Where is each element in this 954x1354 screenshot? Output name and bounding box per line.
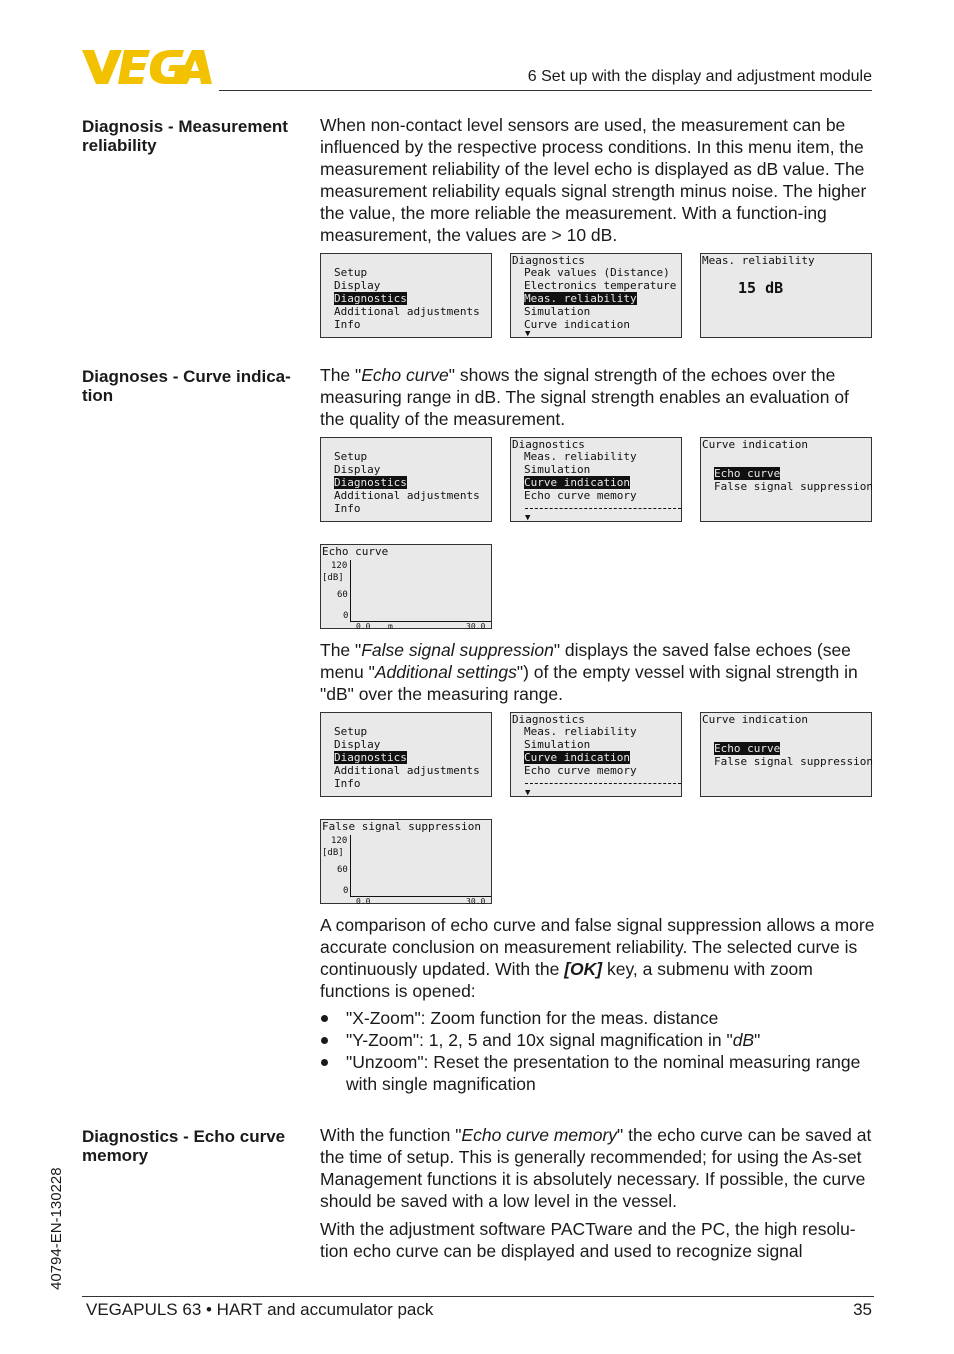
lcd-false-signal-suppression: False signal suppression 120 [dB] 60 0 0.0 30.0 — [320, 819, 492, 904]
memory-text-2: With the adjustment software PACTware and the PC, the high resolu-tion echo curve can be displayed and used to recognize signal — [320, 1219, 856, 1261]
lcd-main-menu: Setup Display Diagnostics Additional adjustments Info — [320, 253, 492, 338]
page-number: 35 — [853, 1300, 872, 1319]
curve-text-3: A comparison of echo curve and false signal suppression allows a more accurate conclusion on measurement reliability. The selected curve is continuously updated. With the [OK] key, a submenu with zoom functions is opened: — [320, 915, 875, 1001]
memory-label: Diagnostics - Echo curve memory — [82, 1127, 286, 1165]
curve-label: Diagnoses - Curve indica-tion — [82, 367, 291, 405]
curve-text-1: The "Echo curve" shows the signal strength of the echoes over the measuring range in dB. The signal strength enables an evaluation of the quality of the measurement. — [320, 365, 849, 429]
list-item: "Y-Zoom": 1, 2, 5 and 10x signal magnification in "dB" — [320, 1029, 876, 1051]
section-title: 6 Set up with the display and adjustment module — [527, 68, 872, 85]
list-item: "Unzoom": Reset the presentation to the nominal measuring range with single magnification — [320, 1051, 876, 1095]
lcd-diagnostics-menu-2: Diagnostics Meas. reliability Simulation Curve indication Echo curve memory ▼ — [510, 437, 682, 522]
memory-text-1: With the function "Echo curve memory" the echo curve can be saved at the time of setup. This is generally recommended; for using the As-set Management functions it is absolutely necessary. If possible, the curve should be saved with a low level in the vessel. — [320, 1125, 872, 1211]
lcd-curve-indication: Curve indication Echo curve False signal suppression — [700, 437, 872, 522]
lcd-echo-curve: Echo curve 120 [dB] 60 0 0.0 m 30.0 — [320, 544, 492, 629]
zoom-bullet-list — [320, 1007, 876, 1095]
lcd-diagnostics-menu-3: Diagnostics Meas. reliability Simulation Curve indication Echo curve memory ▼ — [510, 712, 682, 797]
reliability-value: 15 dB — [738, 279, 784, 297]
lcd-main-menu-2: Setup Display Diagnostics Additional adjustments Info — [320, 437, 492, 522]
down-arrow-icon: ▼ — [525, 513, 531, 523]
footer-product: VEGAPULS 63 • HART and accumulator pack — [86, 1300, 434, 1319]
header-rule — [219, 90, 872, 91]
lcd-diagnostics-menu: Diagnostics Peak values (Distance) Electronics temperature Meas. reliability Simulation Curve indication ▼ — [510, 253, 682, 338]
lcd-meas-reliability: Meas. reliability 15 dB — [700, 253, 872, 338]
lcd-main-menu-3: Setup Display Diagnostics Additional adjustments Info — [320, 712, 492, 797]
vega-logo — [82, 50, 212, 84]
footer-rule — [82, 1296, 874, 1297]
down-arrow-icon: ▼ — [525, 788, 531, 798]
lcd-curve-indication-2: Curve indication Echo curve False signal suppression — [700, 712, 872, 797]
curve-text-2: The "False signal suppression" displays the saved false echoes (see menu "Additional settings") of the empty vessel with signal strength in "dB" over the measuring range. — [320, 640, 858, 704]
reliability-text: When non-contact level sensors are used, the measurement can be influenced by the respective process conditions. In this menu item, the measurement reliability of the level echo is displayed as dB value. The measurement reliability equals signal strength minus noise. The higher the value, the more reliable the measurement. With a function-ing measurement, the values are > 10 dB. — [320, 115, 867, 245]
list-item: "X-Zoom": Zoom function for the meas. distance — [320, 1007, 876, 1029]
reliability-label: Diagnosis - Measurement reliability — [82, 117, 288, 155]
down-arrow-icon: ▼ — [525, 329, 531, 339]
document-number: 40794-EN-130228 — [48, 1167, 65, 1290]
